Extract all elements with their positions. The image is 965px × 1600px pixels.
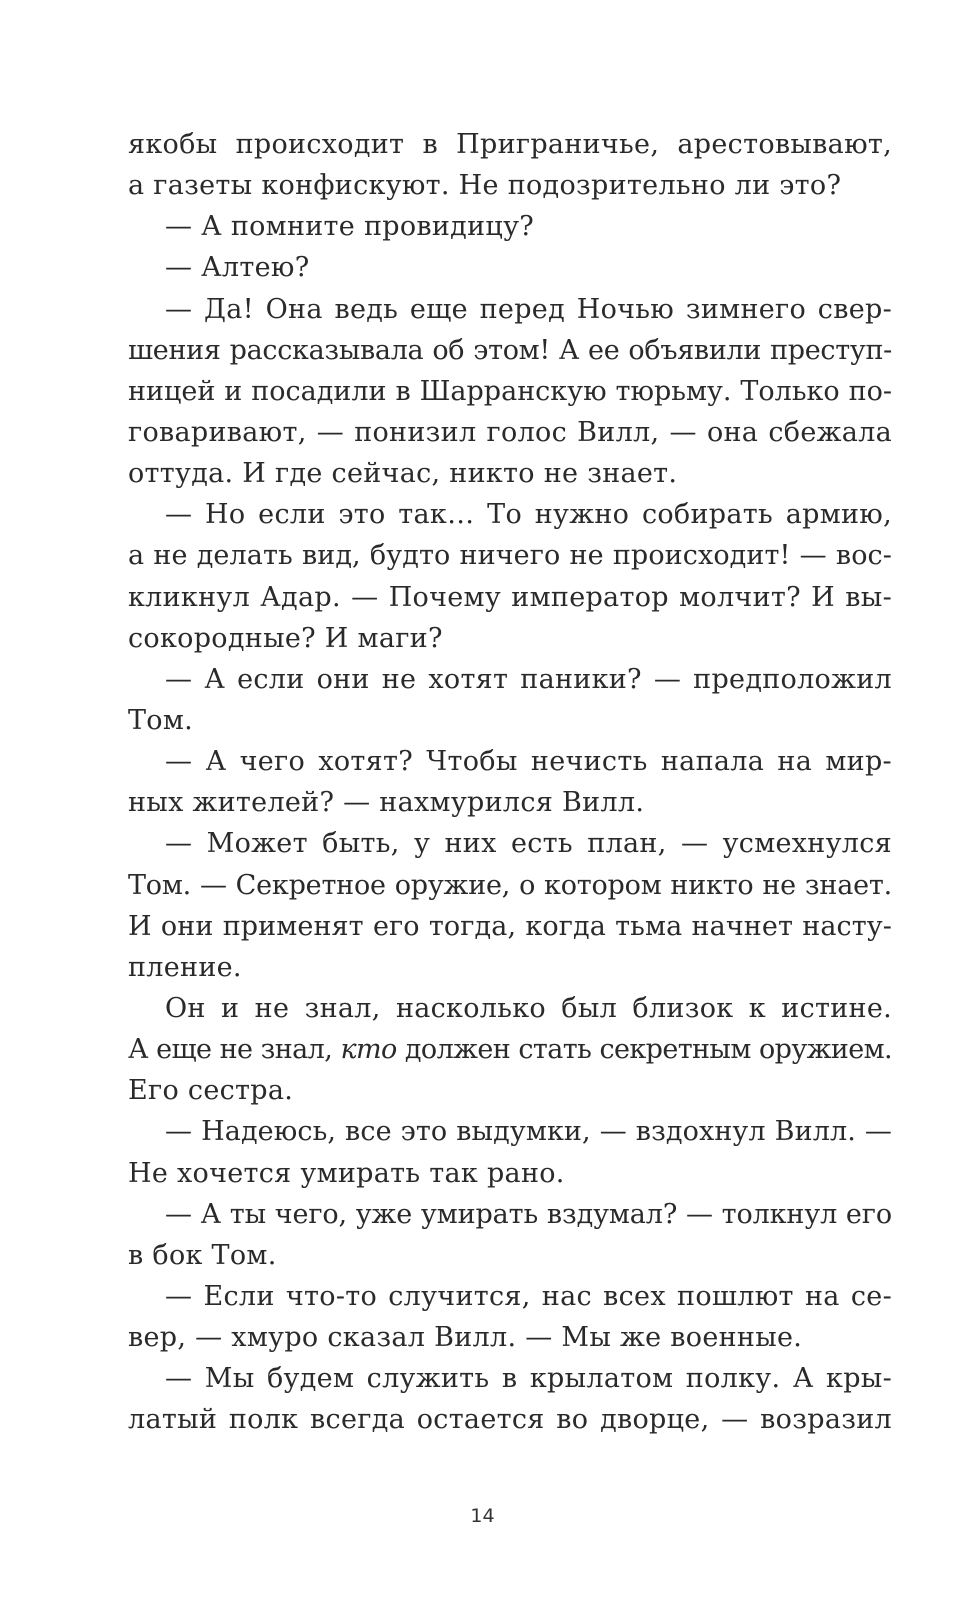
text-line: сокородные? И маги? bbox=[128, 622, 443, 654]
text-line: — Но если это так… То нужно собирать армию, bbox=[165, 499, 892, 531]
text-line: — Если что-то случится, нас всех пошлют на се- bbox=[165, 1280, 892, 1312]
text-line: — Мы будем служить в крылатом полку. А кры- bbox=[165, 1363, 892, 1395]
text-line: — Надеюсь, все это выдумки, — вздохнул Вилл. — bbox=[165, 1116, 892, 1148]
text-line: оттуда. И где сейчас, никто не знает. bbox=[128, 458, 678, 490]
text-line: — Да! Она ведь еще перед Ночью зимнего свер- bbox=[165, 293, 892, 325]
text-line: кликнул Адар. — Почему император молчит? И вы- bbox=[128, 581, 892, 613]
text-line: ницей и посадили в Шарранскую тюрьму. Только по- bbox=[128, 375, 892, 407]
text-line: — А если они не хотят паники? — предположил bbox=[165, 663, 892, 695]
text-line: Он и не знал, насколько был близок к истине. bbox=[165, 992, 892, 1024]
text-line: а не делать вид, будто ничего не происходит! — вос- bbox=[128, 540, 892, 572]
text-line: И они применят его тогда, когда тьма начнет насту- bbox=[128, 910, 892, 942]
text-segment: А еще не знал, bbox=[128, 1034, 341, 1066]
text-line: — А помните провидицу? bbox=[165, 211, 535, 243]
page-number: 14 bbox=[470, 1505, 495, 1527]
text-line: — Алтею? bbox=[165, 252, 310, 284]
text-line: Не хочется умирать так рано. bbox=[128, 1157, 565, 1189]
text-line bbox=[128, 1029, 892, 1070]
text-segment: должен стать секретным оружием. bbox=[396, 1034, 892, 1066]
text-line: шения рассказывала об этом! А ее объявили преступ- bbox=[128, 334, 892, 366]
italic-word: кто bbox=[340, 1034, 397, 1066]
text-line: Том. bbox=[128, 704, 194, 736]
text-line: пление. bbox=[128, 951, 242, 983]
text-line: в бок Том. bbox=[128, 1239, 277, 1271]
text-line: Том. — Секретное оружие, о котором никто не знает. bbox=[128, 869, 892, 901]
text-line: ных жителей? — нахмурился Вилл. bbox=[128, 787, 645, 819]
text-line: латый полк всегда остается во дворце, — возразил bbox=[128, 1404, 892, 1436]
body-text bbox=[128, 124, 892, 1441]
text-line: якобы происходит в Приграничье, арестовывают, bbox=[128, 129, 892, 160]
text-line: — А чего хотят? Чтобы нечисть напала на мир- bbox=[165, 746, 892, 778]
text-line: Его сестра. bbox=[128, 1075, 294, 1107]
text-line: — Может быть, у них есть план, — усмехнулся bbox=[165, 828, 892, 860]
text-line: а газеты конфискуют. Не подозрительно ли это? bbox=[128, 170, 842, 202]
text-line: — А ты чего, уже умирать вздумал? — толкнул его bbox=[165, 1198, 892, 1230]
text-line: вер, — хмуро сказал Вилл. — Мы же военные. bbox=[128, 1322, 803, 1354]
text-line: говаривают, — понизил голос Вилл, — она сбежала bbox=[128, 416, 892, 448]
